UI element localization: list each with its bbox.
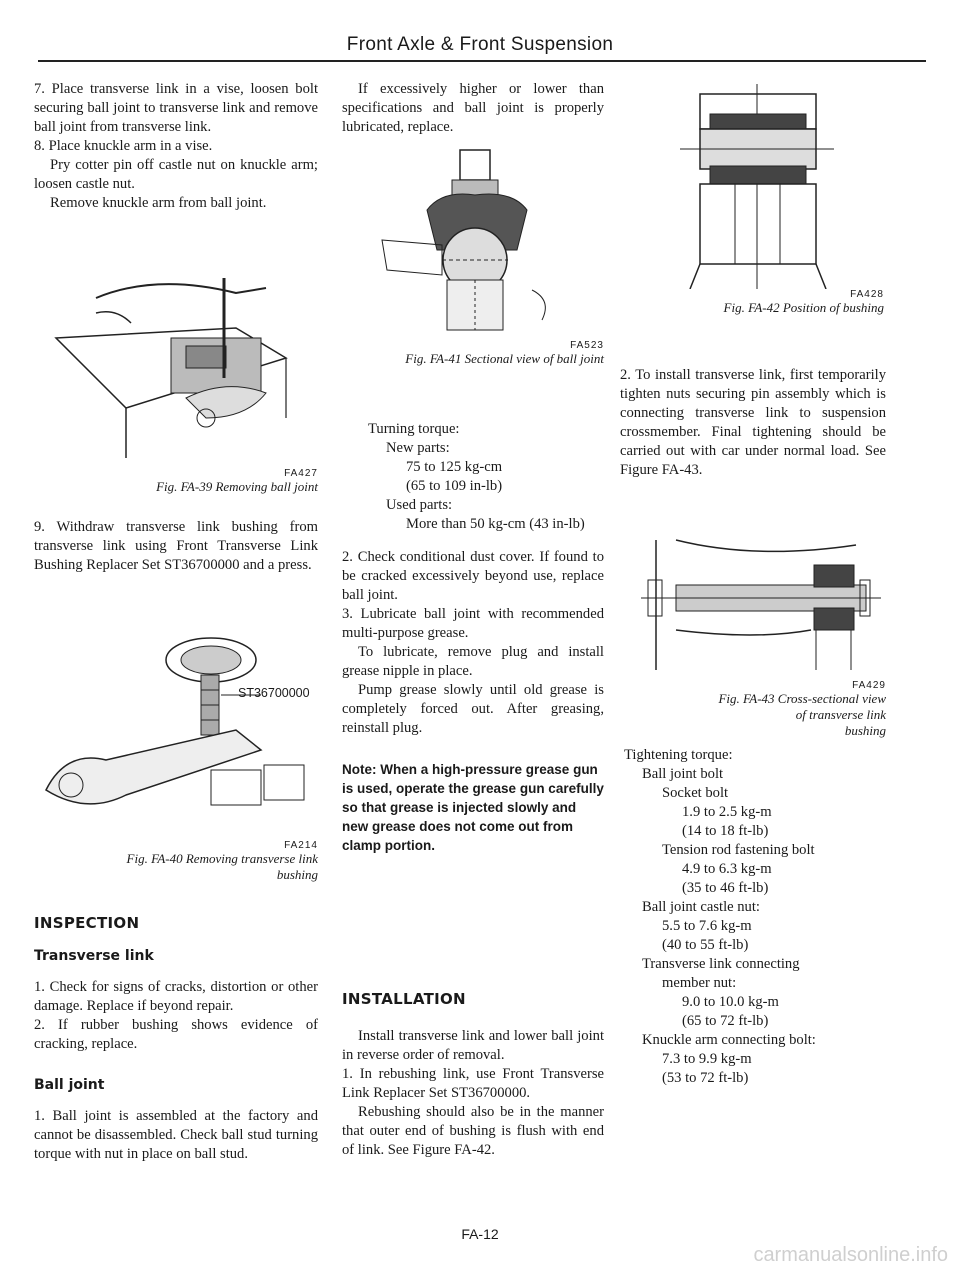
watermark: carmanualsonline.info: [753, 1244, 948, 1266]
note-block: [342, 760, 604, 855]
t-ball-joint-bolt: Ball joint bolt: [642, 766, 724, 782]
installation-intro: Install transverse link and lower ball joint in reverse order of removal.: [342, 1028, 604, 1063]
col2-intro: If excessively higher or lower than specifications and ball joint is properly lubricated, replace.: [342, 81, 604, 135]
fa43-illustration: [636, 530, 886, 680]
heading-ball-joint: Ball joint: [34, 1077, 105, 1093]
heading-inspection: INSPECTION: [34, 914, 140, 932]
used-parts-label: Used parts:: [386, 497, 453, 513]
new-parts-value-1: 75 to 125 kg-cm: [406, 459, 503, 475]
installation-1: 1. In rebushing link, use Front Transverse Link Replacer Set ST36700000.: [342, 1066, 604, 1101]
col3-step2: [620, 366, 886, 480]
col2-checks: [342, 548, 604, 738]
install-step-2: 2. To install transverse link, first temporarily tighten nuts securing pin assembly which is connecting transverse link to suspension crossmember. Final tightening should be carried out with car under normal load. See Figure FA-43.: [620, 367, 886, 478]
fa43-id: FA429: [852, 680, 886, 691]
step-8b: Pry cotter pin off castle nut on knuckle arm; loosen castle nut.: [34, 157, 318, 192]
t-knuckle-v2: (53 to 72 ft-lb): [662, 1070, 749, 1086]
ball-joint-1: 1. Ball joint is assembled at the factory and cannot be disassembled. Check ball stud turning torque with nut in place on ball stud.: [34, 1108, 318, 1162]
t-transverse-v1: 9.0 to 10.0 kg-m: [682, 994, 779, 1010]
col1-inspection: [34, 914, 318, 1164]
t-castle-v2: (40 to 55 ft-lb): [662, 937, 749, 953]
turning-torque-title: Turning torque:: [368, 421, 460, 437]
step-9: 9. Withdraw transverse link bushing from transverse link using Front Transverse Link Bushing Replacer Set ST36700000 and a press.: [34, 519, 318, 573]
step-7: 7. Place transverse link in a vise, loosen bolt securing ball joint to transverse link and remove ball joint from transverse link.: [34, 81, 318, 135]
fa42-illustration: [630, 84, 884, 289]
figure-fa41: [342, 140, 604, 385]
t-castle-v1: 5.5 to 7.6 kg-m: [662, 918, 752, 934]
fa43-caption-2: of transverse link: [795, 707, 886, 722]
col3-torque: [624, 746, 886, 1088]
new-parts-label: New parts:: [386, 440, 450, 456]
fa40-caption-1: Fig. FA-40 Removing transverse link: [126, 851, 318, 866]
t-socket-v2: (14 to 18 ft-lb): [682, 823, 769, 839]
note-text: When a high-pressure grease gun is used, operate the grease gun carefully so that grease is injected slowly and new grease does not come out from clamp portion.: [342, 762, 604, 853]
t-castle-nut: Ball joint castle nut:: [642, 899, 760, 915]
fa40-illustration: [36, 620, 318, 840]
fa43-caption-1: Fig. FA-43 Cross-sectional view: [718, 691, 886, 706]
fa43-caption-3: bushing: [844, 723, 886, 738]
col2-torque: [368, 420, 604, 534]
t-transverse-2: member nut:: [662, 975, 737, 991]
col1-step9: [34, 518, 318, 575]
t-transverse-1: Transverse link connecting: [642, 956, 800, 972]
fa40-tool-label: ST36700000: [238, 686, 310, 700]
col2-top-text: [342, 80, 604, 137]
fa42-caption: Fig. FA-42 Position of bushing: [723, 300, 884, 315]
page-header: Front Axle & Front Suspension: [346, 34, 614, 55]
col2-installation: [342, 990, 604, 1160]
t-socket-v1: 1.9 to 2.5 kg-m: [682, 804, 772, 820]
used-parts-value: More than 50 kg-cm (43 in-lb): [406, 516, 585, 532]
t-transverse-v2: (65 to 72 ft-lb): [682, 1013, 769, 1029]
step-8: 8. Place knuckle arm in a vise.: [34, 138, 213, 154]
fa40-id: FA214: [284, 840, 318, 851]
fa41-id: FA523: [570, 340, 604, 351]
check-3c: Pump grease slowly until old grease is completely forced out. After greasing, reinstall plug.: [342, 682, 604, 736]
t-tension-v1: 4.9 to 6.3 kg-m: [682, 861, 772, 877]
page-number: FA-12: [461, 1226, 499, 1242]
figure-fa40: [36, 620, 318, 882]
fa39-illustration: [36, 268, 318, 468]
figure-fa39: [36, 268, 318, 498]
note-label: Note:: [342, 762, 377, 777]
check-2: 2. Check conditional dust cover. If found to be cracked excessively beyond use, replace ball joint.: [342, 549, 604, 603]
tightening-title: Tightening torque:: [624, 747, 733, 763]
figure-fa42: [630, 84, 884, 334]
heading-transverse-link: Transverse link: [34, 948, 154, 964]
t-tension-rod: Tension rod fastening bolt: [662, 842, 815, 858]
t-knuckle: Knuckle arm connecting bolt:: [642, 1032, 816, 1048]
new-parts-value-2: (65 to 109 in-lb): [406, 478, 503, 494]
step-8c: Remove knuckle arm from ball joint.: [50, 195, 267, 211]
check-3: 3. Lubricate ball joint with recommended multi-purpose grease.: [342, 606, 604, 641]
t-tension-v2: (35 to 46 ft-lb): [682, 880, 769, 896]
fa39-id: FA427: [284, 468, 318, 479]
col1-top-text: [34, 80, 318, 213]
heading-installation: INSTALLATION: [342, 990, 466, 1008]
fa42-id: FA428: [850, 289, 884, 300]
inspection-1: 1. Check for signs of cracks, distortion or other damage. Replace if beyond repair.: [34, 979, 318, 1014]
fa39-caption: Fig. FA-39 Removing ball joint: [156, 479, 318, 494]
header-rule: [38, 60, 926, 62]
fa41-illustration: [342, 140, 604, 340]
fa41-caption: Fig. FA-41 Sectional view of ball joint: [405, 351, 604, 366]
t-knuckle-v1: 7.3 to 9.9 kg-m: [662, 1051, 752, 1067]
installation-1b: Rebushing should also be in the manner that outer end of bushing is flush with end of link. See Figure FA-42.: [342, 1104, 604, 1158]
fa40-caption-2: bushing: [276, 867, 318, 882]
check-3b: To lubricate, remove plug and install grease nipple in place.: [342, 644, 604, 679]
t-socket-bolt: Socket bolt: [662, 785, 729, 801]
inspection-2: 2. If rubber bushing shows evidence of cracking, replace.: [34, 1017, 318, 1052]
